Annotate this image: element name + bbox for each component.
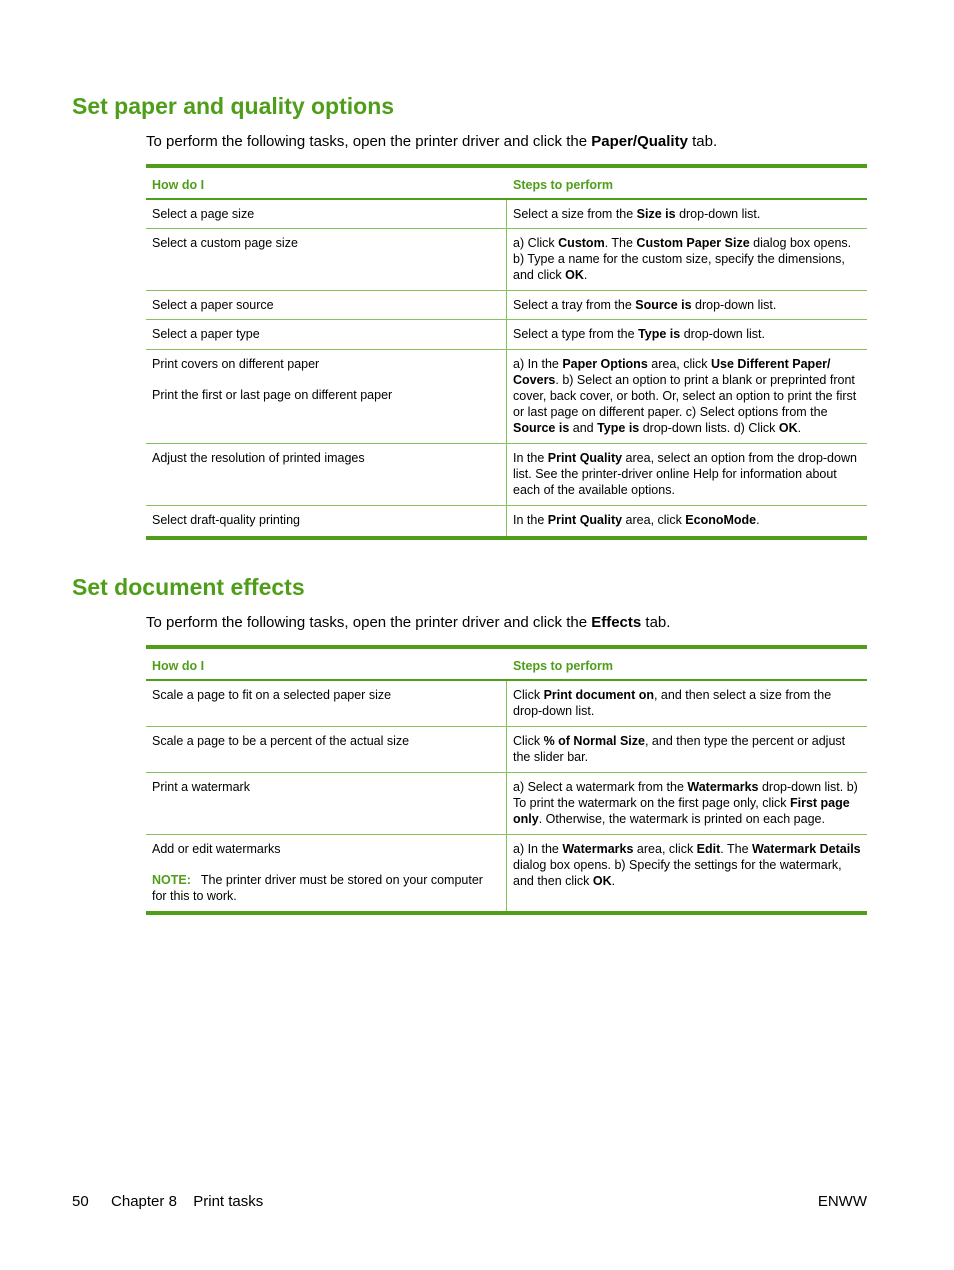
steps-run: Click — [513, 734, 544, 748]
steps-run: drop-down list. b) To print the watermark on the first page only, click — [513, 780, 858, 810]
intro-tab-name: Paper/Quality — [591, 133, 688, 150]
steps-run: . — [797, 421, 802, 435]
steps-text — [513, 206, 861, 222]
chapter-label: Chapter 8 — [111, 1193, 177, 1210]
table-row — [146, 835, 867, 911]
ui-term: Watermarks — [687, 780, 759, 794]
steps-run: dialog box opens. b) Type a name for the custom size, specify the dimensions, and click — [513, 236, 852, 282]
table-row — [146, 773, 867, 835]
column-header-how-do-i: How do I — [152, 178, 205, 192]
paragraph-gap — [152, 857, 500, 872]
steps-run: Select a type from the — [513, 327, 639, 341]
section-title-paper-quality: Set paper and quality options — [72, 93, 395, 119]
note-label: NOTE: — [152, 873, 191, 887]
intro-text-end: tab. — [687, 133, 718, 150]
task-cell — [146, 727, 507, 772]
column-header-steps: Steps to perform — [513, 659, 614, 673]
steps-run: drop-down list. — [680, 327, 765, 341]
task-text: Select draft-quality printing — [152, 513, 300, 527]
task-text: Select a custom page size — [152, 236, 298, 250]
steps-cell — [507, 291, 867, 319]
ui-term: EconoMode — [685, 513, 757, 527]
ui-term: % of Normal Size — [543, 734, 645, 748]
steps-text — [513, 733, 861, 765]
note-text: The printer driver must be stored on your computer for this to work. — [152, 873, 483, 903]
task-cell — [146, 506, 507, 536]
column-header-how-do-i: How do I — [152, 659, 205, 673]
intro-text: To perform the following tasks, open the printer driver and click the — [146, 614, 592, 631]
task-cell — [146, 773, 507, 834]
table-row — [146, 320, 867, 350]
task-cell — [146, 681, 507, 726]
task-text: Scale a page to fit on a selected paper size — [152, 688, 392, 702]
task-cell — [146, 835, 507, 911]
page-footer-left — [72, 1193, 263, 1211]
column-header-steps: Steps to perform — [513, 178, 614, 192]
steps-run: Select a size from the — [513, 207, 637, 221]
paragraph-gap — [152, 372, 500, 387]
task-text: Print covers on different paper — [152, 357, 320, 371]
table-row — [146, 444, 867, 506]
ui-term: First page only — [513, 796, 850, 826]
task-text: Select a paper type — [152, 327, 260, 341]
steps-run: . The — [604, 236, 637, 250]
steps-text — [513, 687, 861, 719]
intro-text: To perform the following tasks, open the printer driver and click the — [146, 133, 592, 150]
steps-cell — [507, 727, 867, 772]
steps-run: area, click — [622, 513, 686, 527]
steps-text — [513, 326, 861, 342]
task-text: Select a page size — [152, 207, 255, 221]
steps-cell — [507, 350, 867, 443]
steps-text — [513, 841, 861, 889]
steps-run: . — [583, 268, 588, 282]
steps-cell — [507, 506, 867, 536]
task-text: Print the first or last page on different paper — [152, 388, 393, 402]
steps-run: a) Click — [513, 236, 559, 250]
section-intro-document-effects — [146, 614, 670, 632]
ui-term: Edit — [696, 842, 721, 856]
task-cell — [146, 200, 507, 228]
steps-cell — [507, 681, 867, 726]
paper-quality-table — [146, 164, 867, 540]
steps-run: Click — [513, 688, 544, 702]
table-row — [146, 506, 867, 536]
ui-term: Paper Options — [562, 357, 648, 371]
page-number: 50 — [72, 1193, 89, 1210]
steps-run: a) In the — [513, 842, 563, 856]
table-row — [146, 200, 867, 229]
steps-run: . Otherwise, the watermark is printed on each page. — [538, 812, 825, 826]
ui-term: Print Quality — [547, 513, 623, 527]
steps-run: . — [611, 874, 616, 888]
task-cell — [146, 320, 507, 349]
steps-run: and — [569, 421, 598, 435]
steps-run: drop-down list. — [691, 298, 777, 312]
steps-run: drop-down list. — [675, 207, 761, 221]
ui-term: Watermark Details — [752, 842, 861, 856]
table-row — [146, 727, 867, 773]
task-cell — [146, 350, 507, 443]
steps-run: a) In the — [513, 357, 563, 371]
note — [152, 872, 500, 904]
task-text: Print a watermark — [152, 780, 250, 794]
steps-cell — [507, 320, 867, 349]
ui-term: Print document on — [543, 688, 654, 702]
steps-run: Select a tray from the — [513, 298, 636, 312]
table-header-row — [146, 649, 867, 681]
task-text: Select a paper source — [152, 298, 274, 312]
page-footer-right: ENWW — [817, 1193, 867, 1210]
steps-run: . b) Select an option to print a blank or preprinted front cover, back cover, or both. Or, select an option to print the first or last page on different paper. c) Select options from the — [513, 373, 857, 419]
steps-cell — [507, 835, 867, 911]
steps-run: a) Select a watermark from the — [513, 780, 688, 794]
steps-run: , and then type the percent or adjust the slider bar. — [513, 734, 846, 764]
steps-run: , and then select a size from the drop-down list. — [513, 688, 832, 718]
ui-term: Custom — [558, 236, 605, 250]
steps-run: In the — [513, 451, 548, 465]
steps-run: drop-down lists. d) Click — [639, 421, 779, 435]
steps-run: area, click — [647, 357, 711, 371]
steps-run: . The — [720, 842, 753, 856]
table-row — [146, 291, 867, 320]
ui-term: Source is — [635, 298, 692, 312]
task-text: Adjust the resolution of printed images — [152, 451, 365, 465]
steps-run: In the — [513, 513, 548, 527]
steps-text — [513, 297, 861, 313]
table-row — [146, 229, 867, 291]
ui-term: Type is — [597, 421, 640, 435]
ui-term: OK — [592, 874, 612, 888]
ui-term: Size is — [636, 207, 676, 221]
steps-text — [513, 450, 861, 498]
task-cell — [146, 291, 507, 319]
steps-text — [513, 779, 861, 827]
table-header-row — [146, 168, 867, 200]
task-text: Add or edit watermarks — [152, 842, 281, 856]
table-row — [146, 350, 867, 444]
task-cell — [146, 229, 507, 290]
intro-tab-name: Effects — [591, 614, 642, 631]
steps-cell — [507, 200, 867, 228]
steps-run: . — [756, 513, 760, 527]
ui-term: Watermarks — [562, 842, 634, 856]
section-title-document-effects: Set document effects — [72, 574, 305, 600]
steps-text — [513, 356, 861, 436]
task-text: Scale a page to be a percent of the actual size — [152, 734, 410, 748]
steps-run: area, click — [633, 842, 697, 856]
chapter-title: Print tasks — [193, 1193, 264, 1210]
steps-cell — [507, 444, 867, 505]
ui-term: OK — [778, 421, 798, 435]
steps-text — [513, 512, 861, 528]
steps-run: dialog box opens. b) Specify the settings for the watermark, and then click — [513, 858, 842, 888]
ui-term: Print Quality — [547, 451, 623, 465]
ui-term: Use Different Paper/ Covers — [513, 357, 831, 387]
task-cell — [146, 444, 507, 505]
section-intro-paper-quality — [146, 133, 717, 151]
table-row — [146, 681, 867, 727]
steps-cell — [507, 229, 867, 290]
ui-term: Source is — [513, 421, 570, 435]
intro-text-end: tab. — [641, 614, 671, 631]
document-effects-table — [146, 645, 867, 915]
steps-cell — [507, 773, 867, 834]
ui-term: Custom Paper Size — [636, 236, 750, 250]
ui-term: Type is — [638, 327, 681, 341]
ui-term: OK — [565, 268, 584, 282]
steps-text — [513, 235, 861, 283]
steps-run: area, select an option from the drop-down list. See the printer-driver online Help for information about each of the available options. — [513, 451, 857, 497]
